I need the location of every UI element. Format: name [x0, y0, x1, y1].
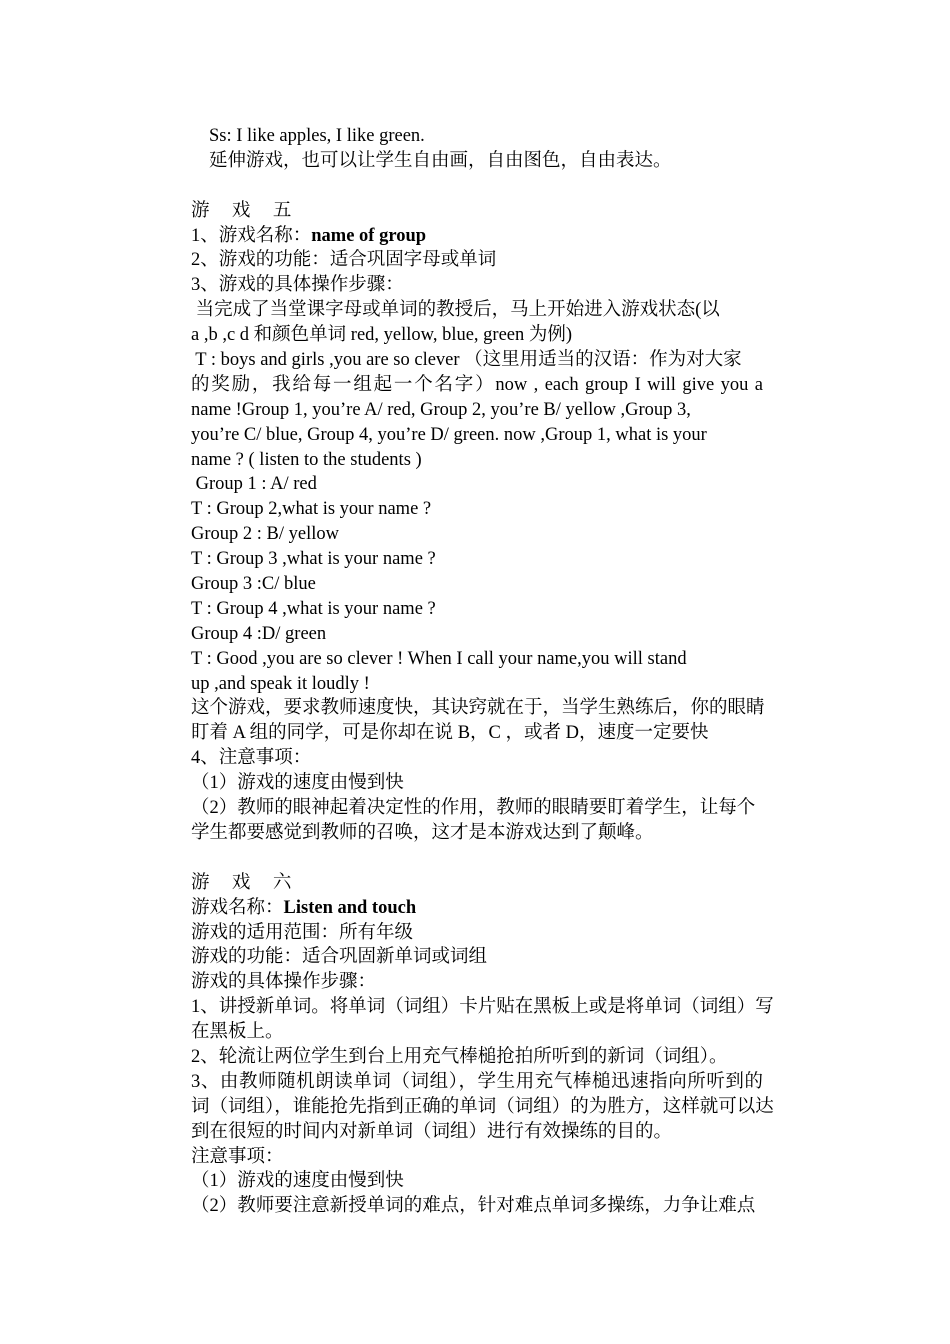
game6-body-line: 在黑板上。 — [191, 1022, 284, 1043]
game6-note-item: （1）游戏的速度由慢到快 — [191, 1171, 404, 1192]
game5-body-line: name ? ( listen to the students ) — [191, 449, 422, 470]
game5-body-line: Group 3 :C/ blue — [191, 574, 316, 595]
game6-body-line: 3、由教师随机朗读单词（词组），学生用充气棒槌迅速指向所听到的 — [191, 1071, 763, 1092]
game6-body-line: 词（词组），谁能抢先指到正确的单词（词组）的为胜方，这样就可以达 — [191, 1096, 774, 1117]
game5-name-label: 1、游戏名称： — [191, 225, 312, 246]
intro-extension-note: 延伸游戏，也可以让学生自由画，自由图色，自由表达。 — [209, 150, 672, 171]
game5-body-line: Group 4 :D/ green — [191, 623, 327, 644]
game5-body-line: T : Group 2,what is your name ? — [191, 499, 432, 520]
spacer — [191, 174, 763, 199]
game5-body-line: a ,b ,c d 和颜色单词 red, yellow, blue, green 为例) — [191, 325, 573, 346]
game6-name-value: Listen and touch — [283, 897, 417, 918]
game6-heading — [191, 871, 763, 896]
game5-body-line: T : Group 4 ,what is your name ? — [191, 598, 436, 619]
game6-body-line: 游戏的功能：适合巩固新单词或词组 — [191, 947, 488, 968]
spacer — [191, 846, 763, 871]
game6-body-line: 游戏的具体操作步骤： — [191, 972, 377, 993]
game5-heading — [191, 199, 763, 224]
document-page — [191, 124, 774, 1219]
game6-name — [191, 896, 763, 921]
game6-body-line: 游戏的适用范围：所有年级 — [191, 922, 414, 943]
game5-note-item: （2）教师的眼神起着决定性的作用，教师的眼睛要盯着学生，让每个 — [191, 798, 756, 819]
game5-body-line: Group 2 : B/ yellow — [191, 524, 339, 545]
game5-name-value: name of group — [311, 225, 427, 246]
game6-body-line: 到在很短的时间内对新单词（词组）进行有效操练的目的。 — [191, 1121, 673, 1142]
game5-body-line: 盯着 A 组的同学，可是你却在说 B，C ，或者 D，速度一定要快 — [191, 723, 709, 744]
game6-body-line: 1、讲授新单词。将单词（词组）卡片贴在黑板上或是将单词（词组）写 — [191, 997, 774, 1018]
game6-heading-char: 戏 — [231, 872, 251, 893]
game5-notes-title: 4、注意事项： — [191, 748, 312, 769]
game6-notes-title: 注意事项： — [191, 1146, 284, 1167]
game5-steps-title: 3、游戏的具体操作步骤： — [191, 275, 404, 296]
game5-body-line: T : boys and girls ,you are so clever （这里用适当的汉语：作为对大家 — [191, 350, 742, 371]
game5-function: 2、游戏的功能：适合巩固字母或单词 — [191, 250, 497, 271]
game5-heading-char: 游 — [191, 200, 210, 221]
game5-body-line: Group 1 : A/ red — [191, 474, 317, 495]
game5-body-line: 当完成了当堂课字母或单词的教授后，马上开始进入游戏状态(以 — [191, 300, 720, 321]
game5-note-item: （1）游戏的速度由慢到快 — [191, 773, 404, 794]
game6-body-line: 2、轮流让两位学生到台上用充气棒槌抢拍所听到的新词（词组）。 — [191, 1046, 728, 1067]
game6-name-label: 游戏名称： — [191, 897, 284, 918]
game5-note-item: 学生都要感觉到教师的召唤，这才是本游戏达到了颠峰。 — [191, 822, 654, 843]
game6-heading-char: 游 — [191, 872, 210, 893]
game5-body-line: T : Group 3 ,what is your name ? — [191, 549, 436, 570]
game5-body-line: you’re C/ blue, Group 4, you’re D/ green. now ,Group 1, what is your — [191, 424, 707, 445]
game5-body-line: up ,and speak it loudly ! — [191, 673, 370, 694]
game5-heading-char: 五 — [272, 200, 292, 221]
intro-dialogue-line: Ss: I like apples, I like green. — [209, 126, 425, 146]
game5-name — [191, 224, 763, 249]
game5-body-line: 的奖励，我给每一组起一个名字）now , each group I will give you a — [191, 374, 763, 395]
game5-heading-char: 戏 — [231, 200, 251, 221]
game5-body-line: name !Group 1, you’re A/ red, Group 2, you’re B/ yellow ,Group 3, — [191, 399, 691, 420]
game6-heading-char: 六 — [272, 872, 292, 893]
game5-body-line: T : Good ,you are so clever ! When I call your name,you will stand — [191, 648, 687, 669]
game6-note-item: （2）教师要注意新授单词的难点，针对难点单词多操练，力争让难点 — [191, 1196, 756, 1217]
game5-body-line: 这个游戏，要求教师速度快，其诀窍就在于，当学生熟练后，你的眼睛 — [191, 698, 765, 719]
